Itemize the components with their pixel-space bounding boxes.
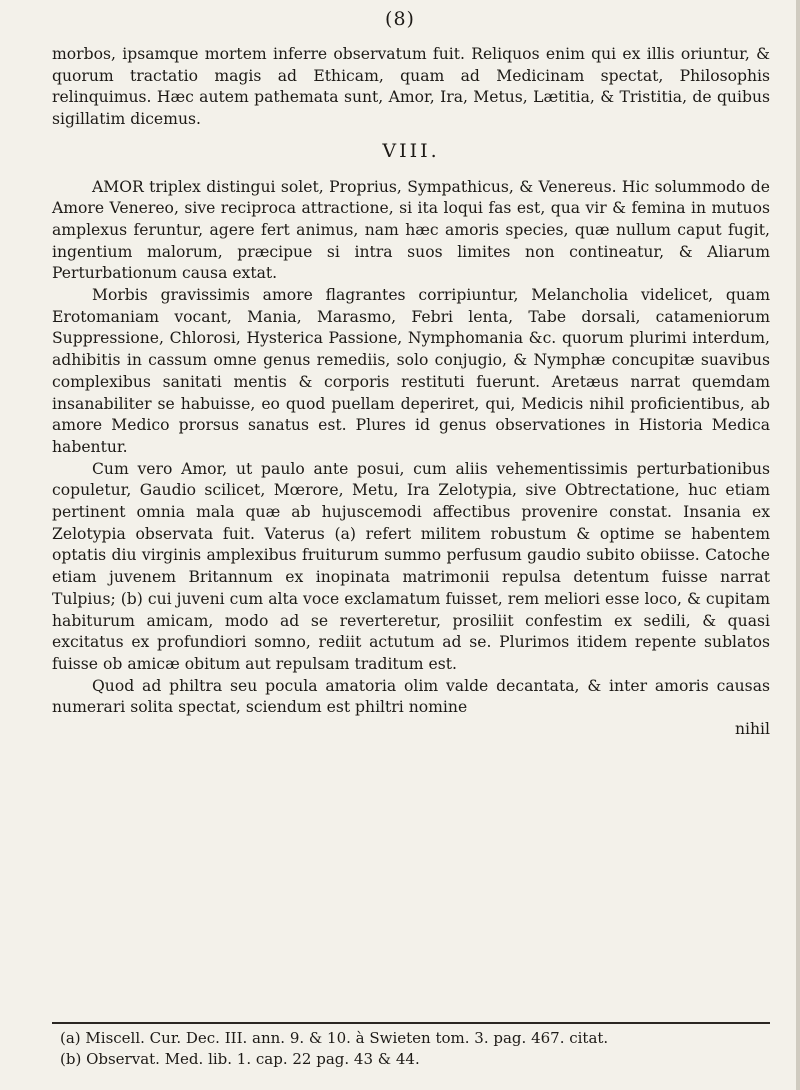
page-edge bbox=[796, 0, 800, 1090]
footnotes bbox=[60, 1028, 770, 1070]
section-heading: VIII. bbox=[382, 139, 440, 162]
footnote-rule bbox=[52, 1022, 770, 1024]
paragraph-morbis: Morbis gravissimis amore flagrantes corripiuntur, Melancholia videlicet, quam Erotomaniam vocant, Mania, Marasmo, Febri lenta, Tabe dorsali, catameniorum Suppressione, Chlorosi, Hysterica Passione, Nymphomania &c. quorum plurimi interdum, adhibitis in cassum omne genus remediis, solo conjugio, & Nymphæ concupitæ suavibus complexibus sanitati mentis & corporis restituti fuerunt. Aretæus narrat quemdam insanabiliter se habuisse, eo quod puellam deperiret, qui, Medicis nihil proficientibus, ab amore Medico prorsus sanatus est. Plures id genus observationes in Historia Medica habentur. bbox=[52, 286, 770, 456]
page-number: (8) bbox=[385, 8, 415, 30]
opening-paragraph: morbos, ipsamque mortem inferre observatum fuit. Reliquos enim qui ex illis oriuntur, & quorum tractatio magis ad Ethicam, quam ad Medicinam spectat, Philosophis relinquimus. Hæc autem pathemata sunt, Amor, Ira, Metus, Lætitia, & Tristitia, de quibus sigillatim dicemus. bbox=[52, 45, 770, 129]
paragraph-amor: AMOR triplex distingui solet, Proprius, Sympathicus, & Venereus. Hic solummodo de Amore Venereo, sive reciproca attractione, si ita loqui fas est, qua vir & femina in mutuos amplexus feruntur, agere fert animus, nam hæc amoris species, quæ nullum caput fugit, ingentium malorum, præcipue si intra suos limites non contineatur, & Aliarum Perturbationum causa extat. bbox=[52, 177, 770, 283]
catchword: nihil bbox=[734, 720, 770, 739]
main-text bbox=[52, 44, 770, 741]
footnote-a: (a) Miscell. Cur. Dec. III. ann. 9. & 10. à Swieten tom. 3. pag. 467. citat. bbox=[60, 1029, 609, 1047]
footnote-b: (b) Observat. Med. lib. 1. cap. 22 pag. 43 & 44. bbox=[60, 1050, 420, 1068]
paragraph-cum-vero: Cum vero Amor, ut paulo ante posui, cum aliis vehementissimis perturbationibus copuletur, Gaudio scilicet, Mœrore, Metu, Ira Zelotypia, sive Obtrectatione, huc etiam pertinent omnia mala quæ ab hujuscemodi affectibus provenire constat. Insania ex Zelotypia observata fuit. Vaterus (a) refert militem robustum & optime se habentem optatis diu virginis amplexibus fruiturum summo perfusum gaudio subito obiisse. Catoche etiam juvenem Britannum ex inopinata matrimonii repulsa detentum fuisse narrat Tulpius; (b) cui juveni cum alta voce exclamatum fuisset, rem meliori esse loco, & cupitam habiturum amicam, modo ad se reverteretur, prosiliit confestim ex sedili, & quasi excitatus ex profundiori somno, rediit actutum ad se. Plurimos itidem repente sublatos fuisse ob amicæ obitum aut repulsam traditum est. bbox=[52, 459, 770, 673]
paragraph-philtra: Quod ad philtra seu pocula amatoria olim valde decantata, & inter amoris causas numerari solita spectat, sciendum est philtri nomine bbox=[52, 676, 770, 717]
